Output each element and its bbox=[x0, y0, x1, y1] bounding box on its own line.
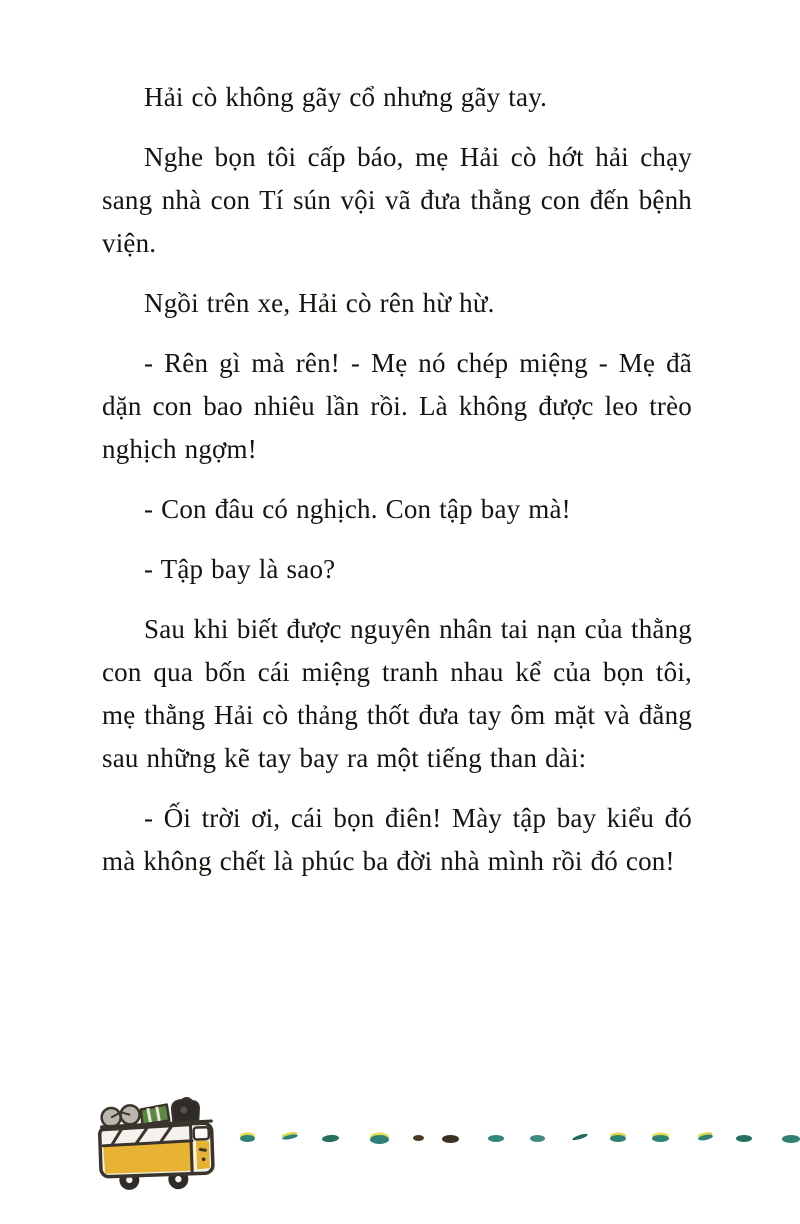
trail-dash bbox=[322, 1134, 340, 1142]
paragraph: Sau khi biết được nguyên nhân tai nạn của thằng con qua bốn cái miệng tranh nhau kể của bọn tôi, mẹ thằng Hải cò thảng thốt đưa tay ôm mặt và đằng sau những kẽ tay bay ra một tiếng than dài: bbox=[102, 614, 692, 773]
trail-dash bbox=[736, 1135, 752, 1142]
paragraph: - Con đâu có nghịch. Con tập bay mà! bbox=[144, 494, 571, 524]
trail-dash bbox=[530, 1135, 545, 1142]
paragraph: - Ối trời ơi, cái bọn điên! Mày tập bay kiểu đó mà không chết là phúc ba đời nhà mình rồi đó con! bbox=[102, 803, 692, 876]
trail-dash bbox=[240, 1135, 255, 1142]
trail-dash bbox=[652, 1135, 669, 1142]
paragraph: - Tập bay là sao? bbox=[144, 554, 336, 584]
paragraph: Ngồi trên xe, Hải cò rên hừ hừ. bbox=[144, 288, 495, 318]
paragraph: Hải cò không gãy cổ nhưng gãy tay. bbox=[144, 82, 548, 112]
illustration-strip bbox=[0, 1075, 800, 1205]
trail-dash bbox=[698, 1133, 714, 1141]
trail-dash bbox=[442, 1135, 459, 1143]
trail bbox=[230, 1133, 800, 1147]
trail-dash bbox=[370, 1135, 389, 1144]
text-block bbox=[102, 76, 692, 900]
paragraph: Nghe bọn tôi cấp báo, mẹ Hải cò hớt hải chạy sang nhà con Tí sún vội vã đưa thằng con đến bệnh viện. bbox=[102, 142, 692, 258]
trail-dash bbox=[572, 1133, 588, 1142]
bus-illustration bbox=[88, 1081, 223, 1193]
trail-dash bbox=[782, 1135, 800, 1143]
trail-dash bbox=[610, 1135, 626, 1142]
trail-dash bbox=[282, 1133, 298, 1140]
trail-dash bbox=[413, 1135, 424, 1141]
paragraph: - Rên gì mà rên! - Mẹ nó chép miệng - Mẹ đã dặn con bao nhiêu lần rồi. Là không được leo trèo nghịch ngợm! bbox=[102, 348, 692, 464]
trail-dash bbox=[488, 1135, 504, 1142]
